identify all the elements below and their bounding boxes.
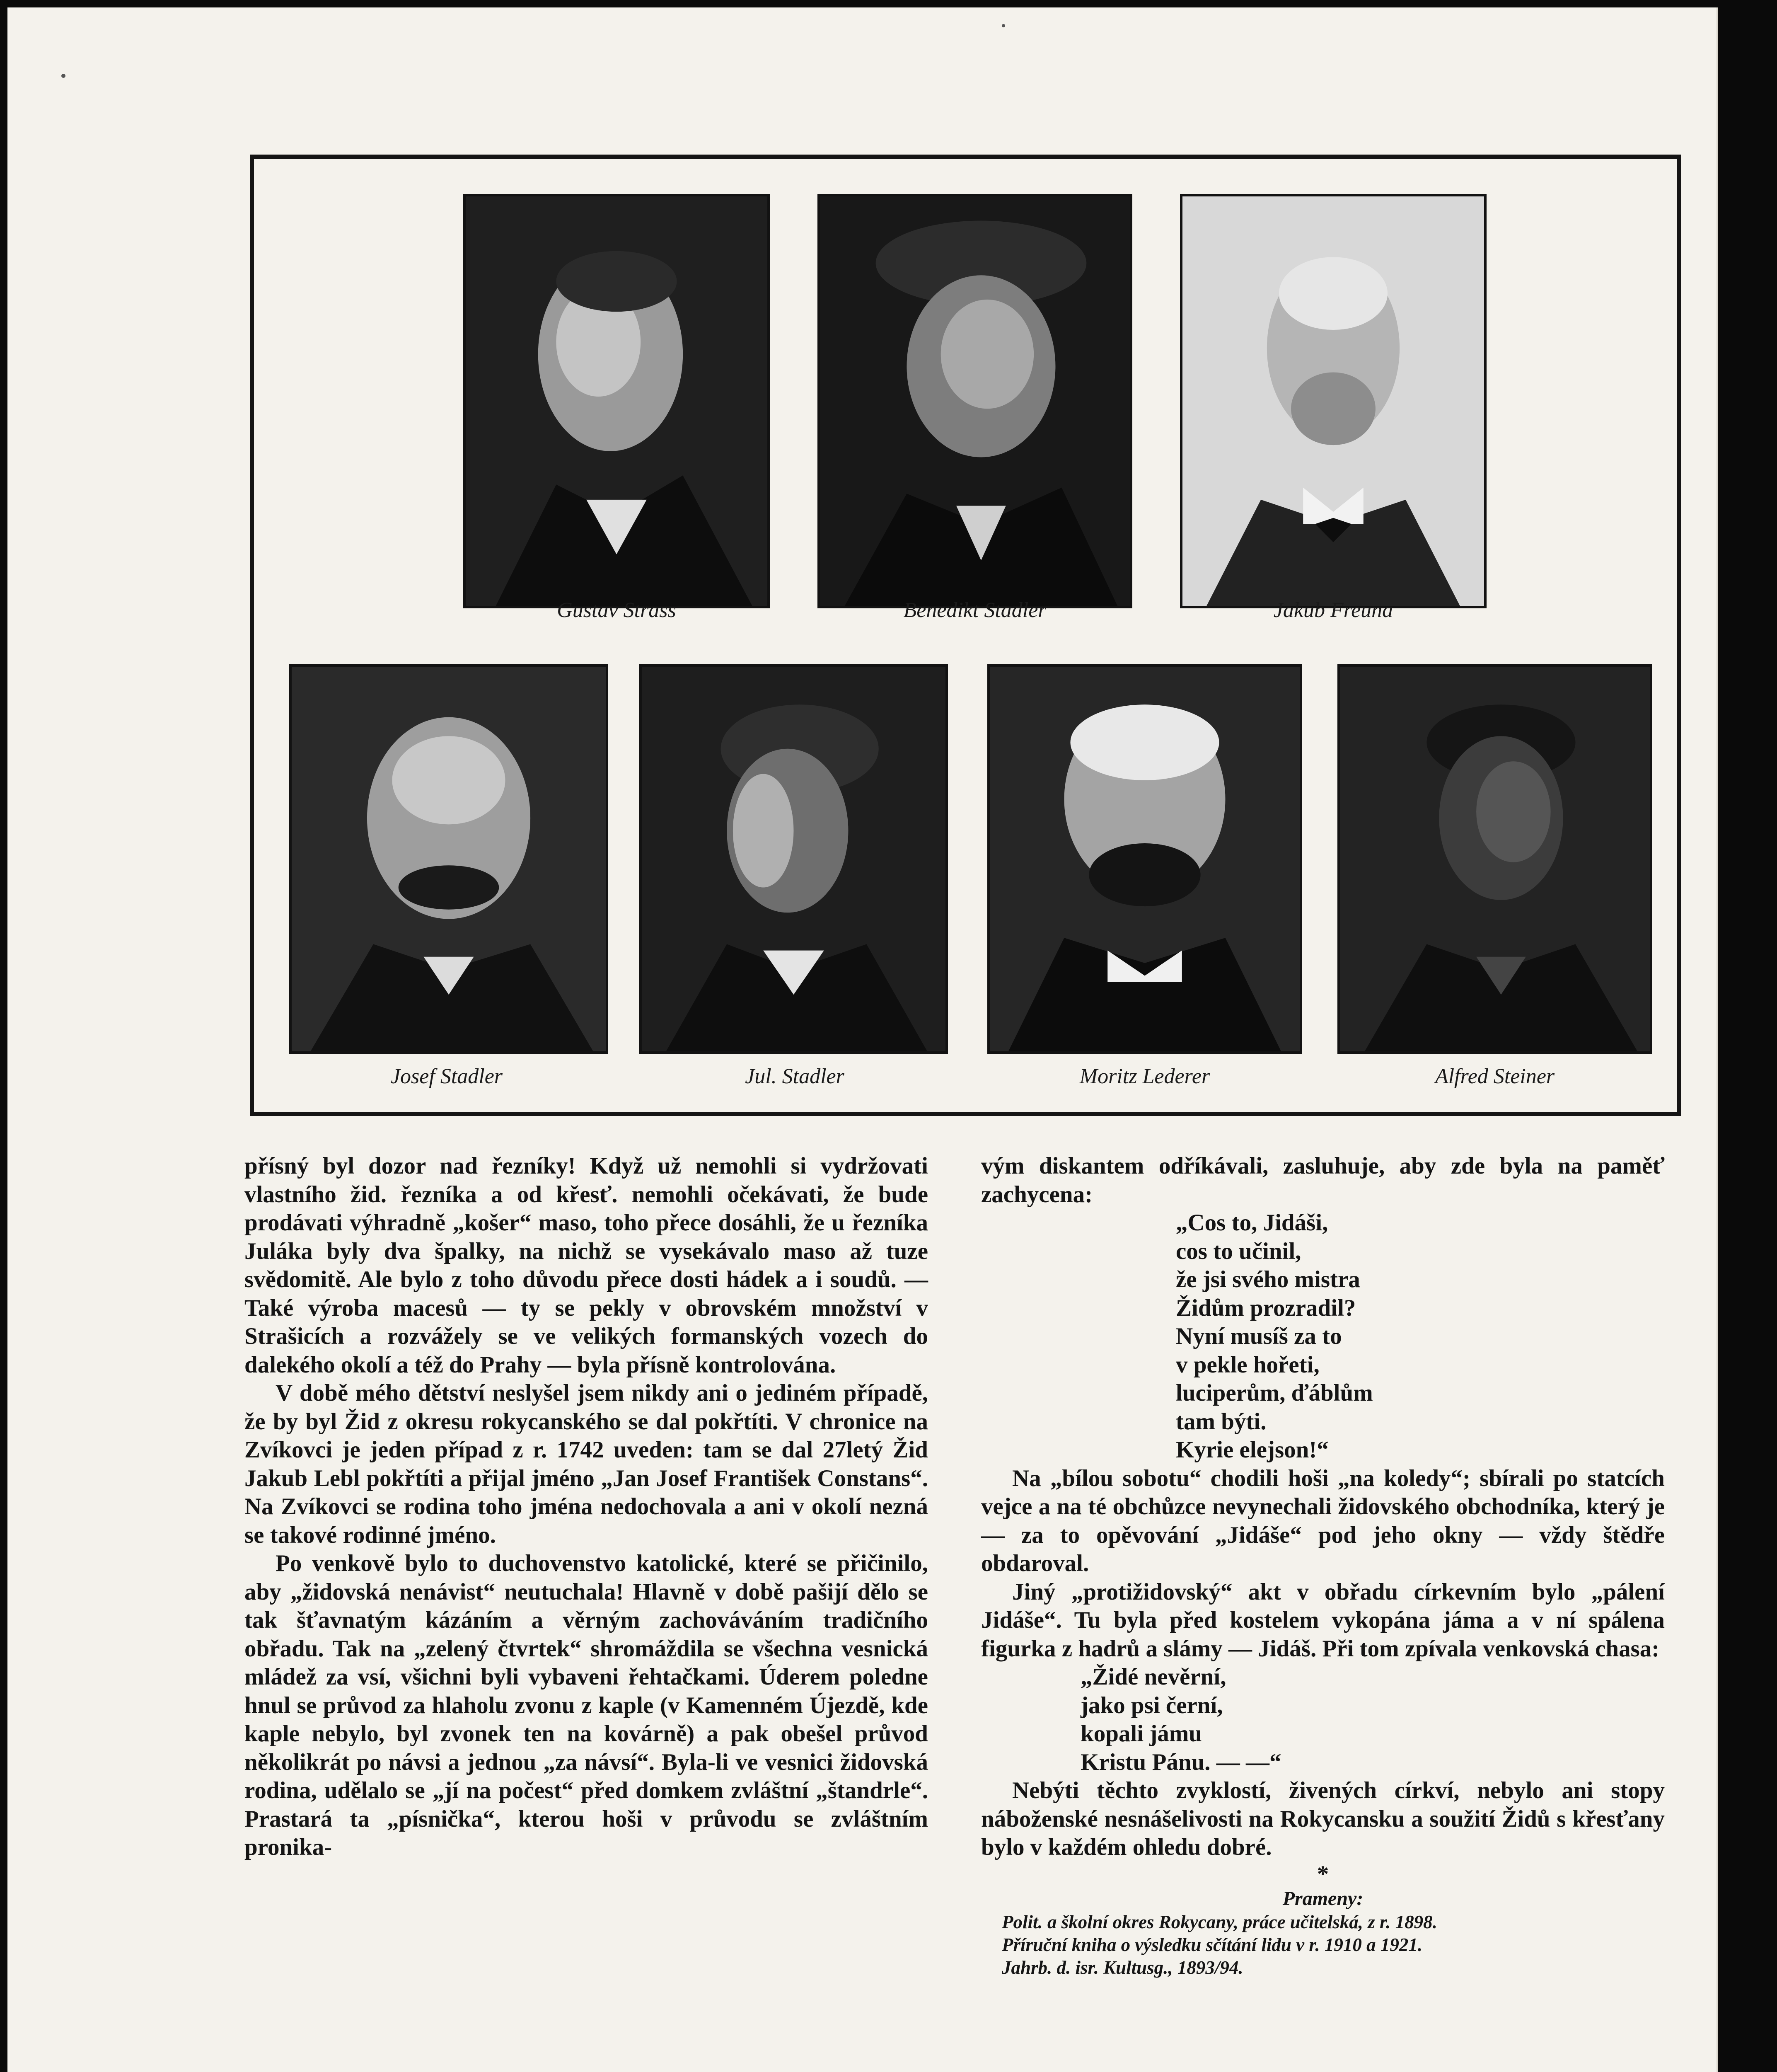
portrait-photo-moritz-lederer bbox=[987, 664, 1302, 1054]
poem-line: „Židé nevěrní, bbox=[1081, 1664, 1226, 1690]
scan-speck bbox=[61, 74, 65, 78]
paragraph: vým diskantem odříkávali, zasluhuje, aby zde byla na paměť zachycena: bbox=[981, 1153, 1665, 1208]
portrait-photo-josef-stadler bbox=[289, 664, 608, 1054]
poem-line: Kristu Pánu. — —“ bbox=[1081, 1749, 1281, 1775]
poem-line: že jsi svého mistra bbox=[1176, 1266, 1360, 1293]
paragraph: Na „bílou sobotu“ chodili hoši „na koledy“; sbírali po statcích vejce a na té obchůzce nevynechali židovského obchodníka, který je — za to opěvování „Jidáše“ pod jeho okny — vždy štědře obdaroval. bbox=[981, 1465, 1665, 1576]
portrait-photo-alfred-steiner bbox=[1337, 664, 1652, 1054]
left-text-column bbox=[244, 1152, 928, 1862]
paragraph: Nebýti těchto zvyklostí, živených církví, nebylo ani stopy náboženské nesnášelivosti na Rokycansku a soužití Židů s křesťany bylo v každém ohledu dobré. bbox=[981, 1777, 1665, 1860]
poem-line: „Cos to, Jidáši, bbox=[1176, 1210, 1328, 1236]
portrait-gallery bbox=[250, 155, 1681, 1116]
portrait-image bbox=[642, 667, 945, 1051]
paragraph: V době mého dětství neslyšel jsem nikdy ani o jediném případě, že by byl Žid z okresu rokycanského se dal pokřtíti. V chronice na Zvíkovci je jeden případ z r. 1742 uveden: tam se dal 27letý Žid Jakub Lebl pokřtíti a přijal jméno „Jan Josef František Constans“. Na Zvíkovci se rodina toho jména nedochovala a ani v okolí nezná se takové rodinné jméno. bbox=[244, 1380, 928, 1548]
caption-benedikt-stadler: Benedikt Stadler bbox=[903, 598, 1047, 622]
poem-line: cos to učinil, bbox=[1176, 1238, 1301, 1264]
poem-jidas bbox=[1176, 1209, 1665, 1464]
portrait-image bbox=[820, 196, 1130, 606]
portrait-photo-jakub-freuna bbox=[1180, 194, 1487, 608]
poem-zide bbox=[1081, 1663, 1665, 1777]
poem-line: Kyrie elejson!“ bbox=[1176, 1437, 1329, 1463]
caption-josef-stadler: Josef Stadler bbox=[390, 1065, 503, 1088]
paragraph: přísný byl dozor nad řezníky! Když už nemohli si vydržovati vlastního žid. řezníka a od křesť. nemohli očekávati, že bude prodávati výhradně „košer“ maso, toho přece dosáhli, že u řezníka Juláka byly dva špalky, na nichž se vysekávalo maso až tuze svědomitě. Ale bylo z toho důvodu přece dosti hádek a i soudů. — Také výroba macesů — ty se pekly v obrovském množství v Strašicích a rozvážely se ve velikých formanských vozech do dalekého okolí a též do Prahy — byla přísně kontrolována. bbox=[244, 1153, 928, 1378]
paragraph: Jiný „protižidovský“ akt v obřadu církevním bylo „pálení Jidáše“. Tu byla před kostelem vykopána jáma a v ní spálena figurka z hadrů a slámy — Jidáš. Při tom zpívala venkovská chasa: bbox=[981, 1578, 1665, 1662]
caption-jul-stadler: Jul. Stadler bbox=[745, 1065, 844, 1088]
poem-line: tam býti. bbox=[1176, 1408, 1267, 1435]
scanned-page bbox=[7, 7, 1718, 2072]
caption-gustav-strass: Gustav Strass bbox=[557, 598, 676, 622]
portrait-image bbox=[466, 196, 767, 606]
poem-line: luciperům, ďáblům bbox=[1176, 1380, 1373, 1406]
poem-line: Židům prozradil? bbox=[1176, 1295, 1356, 1321]
portrait-image bbox=[1182, 196, 1484, 606]
paragraph: Po venkově bylo to duchovenstvo katolické, které se přičinilo, aby „židovská nenávist“ neutuchala! Hlavně v době pašijí dělo se tak šťavnatým kázáním a věrným zachováváním tradičního obřadu. Tak na „zelený čtvrtek“ shromáždila se všechna vesnická mládež za vsí, všichni byli vybaveni řehtačkami. Úderem poledne hnul se průvod za hlaholu zvonu z kaple (v Kamenném Újezdě, kde kaple nebylo, byl zvonek ten na kovárně) a pak obešel průvod několikrát po návsi a jednou „za návsí“. Byla-li ve vesnici židovská rodina, udělalo se „jí na počest“ před domkem zvláštní „štandrle“. Prastará ta „písnička“, kterou hoši v průvodu se zvláštním pronika- bbox=[244, 1550, 928, 1860]
right-text-column bbox=[981, 1152, 1665, 1979]
source-item: Jahrb. d. isr. Kultusg., 1893/94. bbox=[1002, 1957, 1243, 1978]
portrait-photo-jul-stadler bbox=[639, 664, 948, 1054]
section-star: * bbox=[1317, 1861, 1329, 1887]
sources-title: Prameny: bbox=[1282, 1887, 1364, 1910]
source-item: Polit. a školní okres Rokycany, práce učitelská, z r. 1898. bbox=[1002, 1911, 1437, 1932]
portrait-photo-gustav-strass bbox=[463, 194, 770, 608]
poem-line: kopali jámu bbox=[1081, 1721, 1202, 1747]
portrait-image bbox=[292, 667, 606, 1051]
caption-alfred-steiner: Alfred Steiner bbox=[1435, 1065, 1555, 1088]
portrait-image bbox=[990, 667, 1300, 1051]
portrait-photo-benedikt-stadler bbox=[817, 194, 1132, 608]
caption-jakub-freuna: Jakub Freuna bbox=[1273, 598, 1393, 622]
portrait-image bbox=[1340, 667, 1650, 1051]
source-item: Příruční kniha o výsledku sčítání lidu v r. 1910 a 1921. bbox=[1002, 1934, 1423, 1955]
scan-speck bbox=[1002, 24, 1005, 27]
poem-line: v pekle hořeti, bbox=[1176, 1351, 1320, 1378]
poem-line: jako psi černí, bbox=[1081, 1692, 1223, 1719]
caption-moritz-lederer: Moritz Lederer bbox=[1079, 1065, 1210, 1088]
poem-line: Nyní musíš za to bbox=[1176, 1323, 1342, 1349]
